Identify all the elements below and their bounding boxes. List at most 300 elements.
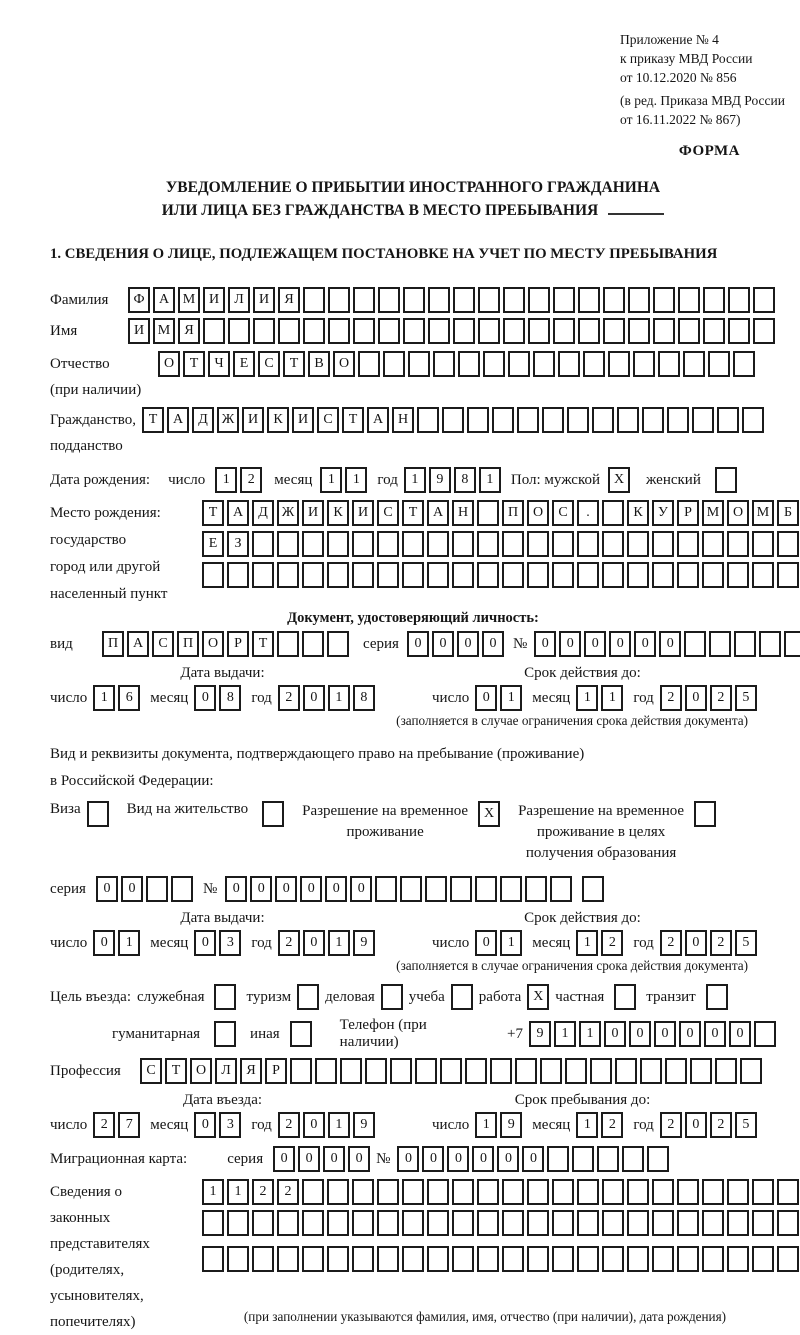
patronymic-cell[interactable]: О [333, 351, 355, 377]
phone-digit-cell[interactable]: 0 [679, 1021, 701, 1047]
representatives-cell[interactable] [602, 1179, 624, 1205]
birthplace-cell[interactable]: К [627, 500, 649, 526]
representatives-cell[interactable] [427, 1179, 449, 1205]
res-number-cell[interactable]: 0 [325, 876, 347, 902]
representatives-cell[interactable] [577, 1246, 599, 1272]
mig-number-cell[interactable] [597, 1146, 619, 1172]
birthplace-cell[interactable] [402, 562, 424, 588]
birthplace-cell[interactable] [527, 531, 549, 557]
birthplace-cell[interactable]: Т [202, 500, 224, 526]
birthplace-cell[interactable]: И [302, 500, 324, 526]
birthplace-cell[interactable] [252, 562, 274, 588]
doc-issue-year-cell[interactable]: 8 [353, 685, 375, 711]
surname-cell[interactable] [653, 287, 675, 313]
representatives-cell[interactable] [452, 1246, 474, 1272]
purpose-commercial-checkbox[interactable] [381, 984, 403, 1010]
purpose-work-checkbox[interactable]: X [527, 984, 549, 1010]
patronymic-cell[interactable]: Е [233, 351, 255, 377]
birthplace-cell[interactable]: З [227, 531, 249, 557]
birthplace-cell[interactable] [552, 531, 574, 557]
res-series-cell[interactable] [146, 876, 168, 902]
birthplace-cell[interactable] [552, 562, 574, 588]
representatives-cell[interactable] [652, 1246, 674, 1272]
res-valid-year-cell[interactable]: 2 [710, 930, 732, 956]
patronymic-cell[interactable] [358, 351, 380, 377]
name-cell[interactable] [278, 318, 300, 344]
birthplace-cell[interactable] [252, 531, 274, 557]
res-series-cell[interactable]: 0 [96, 876, 118, 902]
res-valid-month-cell[interactable]: 2 [601, 930, 623, 956]
citizenship-cell[interactable] [467, 407, 489, 433]
name-cell[interactable] [553, 318, 575, 344]
doc-number-cell[interactable] [759, 631, 781, 657]
res-number-cell[interactable] [525, 876, 547, 902]
doc-series-cell[interactable]: 0 [432, 631, 454, 657]
representatives-cell[interactable] [552, 1210, 574, 1236]
res-number-cell[interactable] [582, 876, 604, 902]
birthplace-cell[interactable] [277, 562, 299, 588]
birthplace-cell[interactable] [327, 531, 349, 557]
birthplace-cell[interactable]: О [727, 500, 749, 526]
surname-cell[interactable] [453, 287, 475, 313]
female-checkbox[interactable] [715, 467, 737, 493]
mig-number-cell[interactable]: 0 [472, 1146, 494, 1172]
surname-cell[interactable] [428, 287, 450, 313]
representatives-cell[interactable] [752, 1179, 774, 1205]
res-valid-year-cell[interactable]: 0 [685, 930, 707, 956]
citizenship-cell[interactable] [667, 407, 689, 433]
stay-month-cell[interactable]: 2 [601, 1112, 623, 1138]
doc-series-cell[interactable]: 0 [407, 631, 429, 657]
res-number-cell[interactable] [500, 876, 522, 902]
citizenship-cell[interactable]: И [292, 407, 314, 433]
entry-month-cell[interactable]: 3 [219, 1112, 241, 1138]
patronymic-cell[interactable] [433, 351, 455, 377]
representatives-cell[interactable]: 2 [252, 1179, 274, 1205]
name-cell[interactable] [578, 318, 600, 344]
representatives-cell[interactable] [452, 1210, 474, 1236]
representatives-cell[interactable] [377, 1246, 399, 1272]
entry-year-cell[interactable]: 1 [328, 1112, 350, 1138]
doc-number-cell[interactable]: 0 [584, 631, 606, 657]
res-number-cell[interactable] [475, 876, 497, 902]
res-number-cell[interactable]: 0 [275, 876, 297, 902]
birthplace-cell[interactable]: Н [452, 500, 474, 526]
temp-residence-edu-checkbox[interactable] [694, 801, 716, 827]
birthplace-cell[interactable] [277, 531, 299, 557]
patronymic-cell[interactable] [408, 351, 430, 377]
birthplace-cell[interactable] [777, 531, 799, 557]
surname-cell[interactable] [578, 287, 600, 313]
birthplace-cell[interactable]: У [652, 500, 674, 526]
representatives-cell[interactable] [277, 1210, 299, 1236]
patronymic-cell[interactable] [633, 351, 655, 377]
birthplace-cell[interactable] [477, 562, 499, 588]
res-issue-year-cell[interactable]: 2 [278, 930, 300, 956]
name-cell[interactable] [403, 318, 425, 344]
citizenship-cell[interactable] [642, 407, 664, 433]
birthplace-cell[interactable] [627, 562, 649, 588]
name-cell[interactable] [428, 318, 450, 344]
birthplace-cell[interactable] [652, 531, 674, 557]
res-number-cell[interactable] [400, 876, 422, 902]
birthplace-cell[interactable]: Е [202, 531, 224, 557]
patronymic-cell[interactable] [483, 351, 505, 377]
purpose-private-checkbox[interactable] [614, 984, 636, 1010]
citizenship-cell[interactable]: Т [342, 407, 364, 433]
surname-cell[interactable]: М [178, 287, 200, 313]
birthplace-cell[interactable] [377, 562, 399, 588]
representatives-cell[interactable] [477, 1246, 499, 1272]
representatives-cell[interactable] [302, 1179, 324, 1205]
doc-number-cell[interactable] [709, 631, 731, 657]
birthplace-cell[interactable] [627, 531, 649, 557]
entry-day-cell[interactable]: 2 [93, 1112, 115, 1138]
male-checkbox[interactable]: X [608, 467, 630, 493]
birthplace-cell[interactable]: Ж [277, 500, 299, 526]
citizenship-cell[interactable] [492, 407, 514, 433]
birthplace-cell[interactable]: . [577, 500, 599, 526]
citizenship-cell[interactable]: А [167, 407, 189, 433]
doc-issue-month-cell[interactable]: 0 [194, 685, 216, 711]
doc-issue-year-cell[interactable]: 1 [328, 685, 350, 711]
representatives-cell[interactable] [577, 1210, 599, 1236]
doc-valid-year-cell[interactable]: 2 [660, 685, 682, 711]
birthplace-cell[interactable] [577, 562, 599, 588]
patronymic-cell[interactable] [508, 351, 530, 377]
representatives-cell[interactable] [502, 1179, 524, 1205]
birthplace-cell[interactable] [427, 531, 449, 557]
doc-series-cell[interactable]: 0 [482, 631, 504, 657]
res-issue-month-cell[interactable]: 0 [194, 930, 216, 956]
birthplace-cell[interactable] [302, 531, 324, 557]
profession-cell[interactable]: Я [240, 1058, 262, 1084]
stay-day-cell[interactable]: 9 [500, 1112, 522, 1138]
surname-cell[interactable] [478, 287, 500, 313]
mig-number-cell[interactable] [647, 1146, 669, 1172]
doc-type-cell[interactable]: О [202, 631, 224, 657]
representatives-cell[interactable] [327, 1210, 349, 1236]
mig-number-cell[interactable] [622, 1146, 644, 1172]
representatives-cell[interactable] [527, 1179, 549, 1205]
birthplace-cell[interactable]: Т [402, 500, 424, 526]
citizenship-cell[interactable]: А [367, 407, 389, 433]
profession-cell[interactable]: С [140, 1058, 162, 1084]
citizenship-cell[interactable] [442, 407, 464, 433]
citizenship-cell[interactable] [517, 407, 539, 433]
patronymic-cell[interactable] [558, 351, 580, 377]
birthplace-cell[interactable]: Д [252, 500, 274, 526]
phone-digit-cell[interactable]: 0 [604, 1021, 626, 1047]
name-cell[interactable] [678, 318, 700, 344]
doc-type-cell[interactable]: Т [252, 631, 274, 657]
patronymic-cell[interactable]: В [308, 351, 330, 377]
phone-digit-cell[interactable]: 9 [529, 1021, 551, 1047]
profession-cell[interactable] [715, 1058, 737, 1084]
profession-cell[interactable] [540, 1058, 562, 1084]
citizenship-cell[interactable] [692, 407, 714, 433]
birth-year-cell[interactable]: 1 [404, 467, 426, 493]
purpose-study-checkbox[interactable] [451, 984, 473, 1010]
res-issue-year-cell[interactable]: 1 [328, 930, 350, 956]
res-series-cell[interactable] [171, 876, 193, 902]
name-cell[interactable] [253, 318, 275, 344]
representatives-cell[interactable] [252, 1210, 274, 1236]
doc-type-cell[interactable]: С [152, 631, 174, 657]
patronymic-cell[interactable] [608, 351, 630, 377]
representatives-cell[interactable] [777, 1179, 799, 1205]
doc-valid-day-cell[interactable]: 0 [475, 685, 497, 711]
representatives-cell[interactable] [702, 1179, 724, 1205]
birthplace-cell[interactable] [452, 562, 474, 588]
representatives-cell[interactable]: 1 [227, 1179, 249, 1205]
birthplace-cell[interactable]: П [502, 500, 524, 526]
representatives-cell[interactable]: 1 [202, 1179, 224, 1205]
birthplace-cell[interactable] [677, 531, 699, 557]
phone-digit-cell[interactable]: 0 [629, 1021, 651, 1047]
profession-cell[interactable] [465, 1058, 487, 1084]
patronymic-cell[interactable]: О [158, 351, 180, 377]
profession-cell[interactable] [440, 1058, 462, 1084]
profession-cell[interactable]: О [190, 1058, 212, 1084]
res-number-cell[interactable] [450, 876, 472, 902]
birthplace-cell[interactable] [777, 562, 799, 588]
doc-issue-month-cell[interactable]: 8 [219, 685, 241, 711]
doc-number-cell[interactable]: 0 [609, 631, 631, 657]
profession-cell[interactable]: Л [215, 1058, 237, 1084]
res-number-cell[interactable]: 0 [350, 876, 372, 902]
name-cell[interactable] [328, 318, 350, 344]
representatives-cell[interactable] [252, 1246, 274, 1272]
representatives-cell[interactable] [602, 1246, 624, 1272]
birthplace-cell[interactable] [327, 562, 349, 588]
citizenship-cell[interactable] [742, 407, 764, 433]
surname-cell[interactable]: И [203, 287, 225, 313]
res-series-cell[interactable]: 0 [121, 876, 143, 902]
phone-digit-cell[interactable]: 0 [704, 1021, 726, 1047]
representatives-cell[interactable] [327, 1246, 349, 1272]
doc-valid-year-cell[interactable]: 5 [735, 685, 757, 711]
birth-year-cell[interactable]: 9 [429, 467, 451, 493]
citizenship-cell[interactable]: Т [142, 407, 164, 433]
citizenship-cell[interactable]: Ж [217, 407, 239, 433]
representatives-cell[interactable] [602, 1210, 624, 1236]
representatives-cell[interactable] [577, 1179, 599, 1205]
phone-digit-cell[interactable]: 1 [554, 1021, 576, 1047]
doc-series-cell[interactable]: 0 [457, 631, 479, 657]
res-number-cell[interactable] [425, 876, 447, 902]
stay-year-cell[interactable]: 0 [685, 1112, 707, 1138]
citizenship-cell[interactable] [417, 407, 439, 433]
representatives-cell[interactable] [552, 1246, 574, 1272]
doc-type-cell[interactable] [327, 631, 349, 657]
patronymic-cell[interactable] [458, 351, 480, 377]
name-cell[interactable] [728, 318, 750, 344]
stay-month-cell[interactable]: 1 [576, 1112, 598, 1138]
surname-cell[interactable] [528, 287, 550, 313]
birthplace-cell[interactable] [702, 531, 724, 557]
doc-valid-day-cell[interactable]: 1 [500, 685, 522, 711]
representatives-cell[interactable] [477, 1179, 499, 1205]
birthplace-cell[interactable] [477, 531, 499, 557]
representatives-cell[interactable] [752, 1210, 774, 1236]
birthplace-cell[interactable]: Б [777, 500, 799, 526]
surname-cell[interactable]: Я [278, 287, 300, 313]
patronymic-cell[interactable] [583, 351, 605, 377]
profession-cell[interactable] [490, 1058, 512, 1084]
patronymic-cell[interactable] [708, 351, 730, 377]
doc-number-cell[interactable]: 0 [659, 631, 681, 657]
representatives-cell[interactable] [727, 1246, 749, 1272]
birth-year-cell[interactable]: 8 [454, 467, 476, 493]
res-valid-year-cell[interactable]: 2 [660, 930, 682, 956]
mig-series-cell[interactable]: 0 [348, 1146, 370, 1172]
citizenship-cell[interactable] [542, 407, 564, 433]
birthplace-cell[interactable] [652, 562, 674, 588]
name-cell[interactable] [228, 318, 250, 344]
stay-day-cell[interactable]: 1 [475, 1112, 497, 1138]
doc-type-cell[interactable]: П [177, 631, 199, 657]
mig-number-cell[interactable]: 0 [422, 1146, 444, 1172]
birthplace-cell[interactable]: И [352, 500, 374, 526]
representatives-cell[interactable] [527, 1246, 549, 1272]
mig-number-cell[interactable] [547, 1146, 569, 1172]
birthplace-cell[interactable] [302, 562, 324, 588]
surname-cell[interactable]: Л [228, 287, 250, 313]
birthplace-cell[interactable]: А [227, 500, 249, 526]
res-valid-day-cell[interactable]: 1 [500, 930, 522, 956]
res-number-cell[interactable]: 0 [225, 876, 247, 902]
name-cell[interactable] [653, 318, 675, 344]
profession-cell[interactable] [290, 1058, 312, 1084]
res-valid-day-cell[interactable]: 0 [475, 930, 497, 956]
profession-cell[interactable] [565, 1058, 587, 1084]
mig-number-cell[interactable]: 0 [497, 1146, 519, 1172]
name-cell[interactable] [628, 318, 650, 344]
purpose-transit-checkbox[interactable] [706, 984, 728, 1010]
surname-cell[interactable] [678, 287, 700, 313]
doc-valid-year-cell[interactable]: 0 [685, 685, 707, 711]
mig-number-cell[interactable]: 0 [522, 1146, 544, 1172]
res-issue-month-cell[interactable]: 3 [219, 930, 241, 956]
entry-year-cell[interactable]: 2 [278, 1112, 300, 1138]
temp-residence-checkbox[interactable]: X [478, 801, 500, 827]
representatives-cell[interactable] [677, 1246, 699, 1272]
representatives-cell[interactable] [402, 1179, 424, 1205]
birth-day-cell[interactable]: 1 [215, 467, 237, 493]
representatives-cell[interactable] [727, 1179, 749, 1205]
patronymic-cell[interactable] [383, 351, 405, 377]
representatives-cell[interactable] [227, 1246, 249, 1272]
representatives-cell[interactable] [427, 1246, 449, 1272]
birthplace-cell[interactable] [527, 562, 549, 588]
birth-month-cell[interactable]: 1 [320, 467, 342, 493]
birthplace-cell[interactable] [402, 531, 424, 557]
phone-digit-cell[interactable] [754, 1021, 776, 1047]
purpose-business-checkbox[interactable] [214, 984, 236, 1010]
birthplace-cell[interactable] [202, 562, 224, 588]
birthplace-cell[interactable]: М [702, 500, 724, 526]
representatives-cell[interactable] [502, 1246, 524, 1272]
surname-cell[interactable] [703, 287, 725, 313]
surname-cell[interactable] [403, 287, 425, 313]
patronymic-cell[interactable] [683, 351, 705, 377]
representatives-cell[interactable] [527, 1210, 549, 1236]
res-valid-month-cell[interactable]: 1 [576, 930, 598, 956]
entry-year-cell[interactable]: 0 [303, 1112, 325, 1138]
representatives-cell[interactable] [627, 1246, 649, 1272]
doc-issue-day-cell[interactable]: 1 [93, 685, 115, 711]
mig-series-cell[interactable]: 0 [323, 1146, 345, 1172]
profession-cell[interactable] [590, 1058, 612, 1084]
profession-cell[interactable] [515, 1058, 537, 1084]
doc-issue-year-cell[interactable]: 2 [278, 685, 300, 711]
representatives-cell[interactable] [752, 1246, 774, 1272]
representatives-cell[interactable] [777, 1246, 799, 1272]
representatives-cell[interactable] [552, 1179, 574, 1205]
representatives-cell[interactable] [727, 1210, 749, 1236]
birthplace-cell[interactable] [677, 562, 699, 588]
birthplace-cell[interactable] [577, 531, 599, 557]
doc-number-cell[interactable]: 0 [534, 631, 556, 657]
representatives-cell[interactable] [327, 1179, 349, 1205]
surname-cell[interactable] [353, 287, 375, 313]
profession-cell[interactable] [365, 1058, 387, 1084]
birthplace-cell[interactable]: А [427, 500, 449, 526]
stay-year-cell[interactable]: 5 [735, 1112, 757, 1138]
doc-number-cell[interactable]: 0 [559, 631, 581, 657]
mig-series-cell[interactable]: 0 [298, 1146, 320, 1172]
birthplace-cell[interactable] [477, 500, 499, 526]
surname-cell[interactable] [303, 287, 325, 313]
profession-cell[interactable] [390, 1058, 412, 1084]
citizenship-cell[interactable]: Н [392, 407, 414, 433]
patronymic-cell[interactable]: Т [183, 351, 205, 377]
representatives-cell[interactable] [627, 1179, 649, 1205]
name-cell[interactable] [478, 318, 500, 344]
representatives-cell[interactable] [202, 1246, 224, 1272]
doc-valid-year-cell[interactable]: 2 [710, 685, 732, 711]
representatives-cell[interactable] [677, 1210, 699, 1236]
birthplace-cell[interactable] [352, 531, 374, 557]
surname-cell[interactable] [378, 287, 400, 313]
citizenship-cell[interactable]: К [267, 407, 289, 433]
birthplace-cell[interactable]: Р [677, 500, 699, 526]
surname-cell[interactable] [503, 287, 525, 313]
representatives-cell[interactable] [477, 1210, 499, 1236]
representatives-cell[interactable] [677, 1179, 699, 1205]
surname-cell[interactable] [603, 287, 625, 313]
birthplace-cell[interactable]: М [752, 500, 774, 526]
doc-type-cell[interactable]: Р [227, 631, 249, 657]
mig-number-cell[interactable] [572, 1146, 594, 1172]
name-cell[interactable] [303, 318, 325, 344]
representatives-cell[interactable] [702, 1210, 724, 1236]
doc-number-cell[interactable] [784, 631, 800, 657]
doc-valid-month-cell[interactable]: 1 [576, 685, 598, 711]
representatives-cell[interactable] [402, 1210, 424, 1236]
surname-cell[interactable]: А [153, 287, 175, 313]
representatives-cell[interactable] [227, 1210, 249, 1236]
birthplace-cell[interactable] [602, 531, 624, 557]
representatives-cell[interactable] [377, 1210, 399, 1236]
birthplace-cell[interactable] [427, 562, 449, 588]
citizenship-cell[interactable]: И [242, 407, 264, 433]
representatives-cell[interactable] [427, 1210, 449, 1236]
res-number-cell[interactable] [375, 876, 397, 902]
res-number-cell[interactable]: 0 [250, 876, 272, 902]
doc-type-cell[interactable]: П [102, 631, 124, 657]
